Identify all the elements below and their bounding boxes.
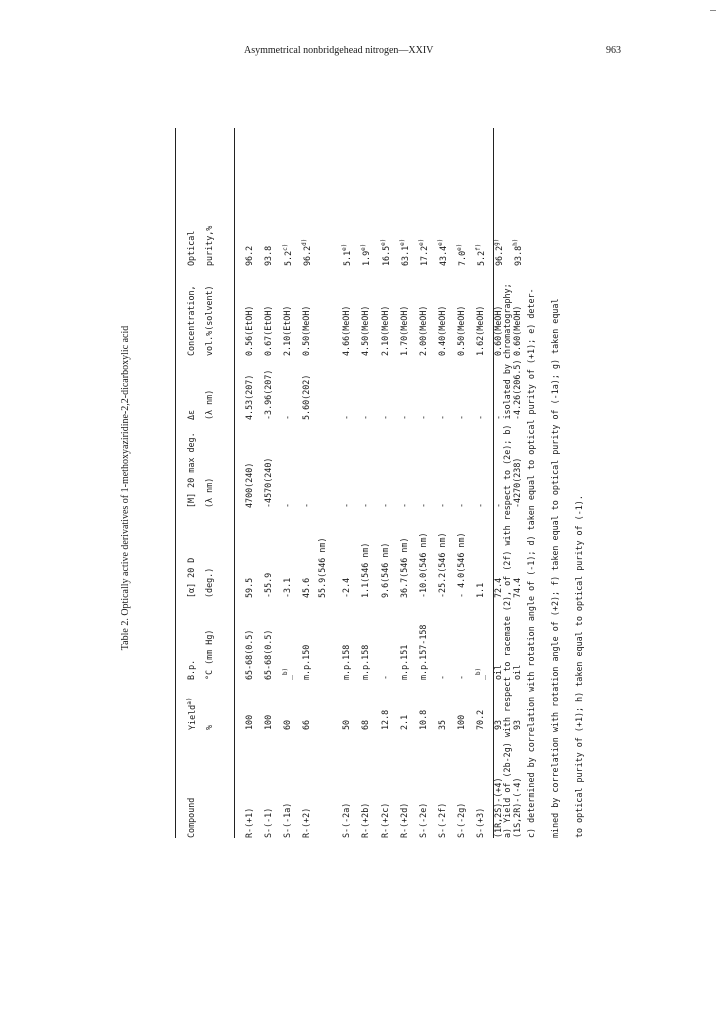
cell-molar-rotation	[342, 503, 350, 508]
cell-yield	[476, 710, 484, 730]
cell-compound	[457, 803, 465, 838]
cell-molar-rotation	[476, 503, 484, 508]
cell-value: 17.2	[418, 245, 429, 266]
cell-molar-rotation	[245, 463, 253, 508]
cell-value: 96.2	[493, 245, 504, 266]
cell-delta-epsilon	[419, 415, 427, 420]
cell-value: 93	[512, 719, 522, 730]
cell-concentration	[264, 306, 272, 356]
cell-value: 65-68(0.5)	[263, 629, 273, 680]
cell-concentration	[283, 306, 291, 356]
cell-optical-purity	[245, 246, 253, 266]
cell-value: -	[380, 414, 390, 420]
cell-value: -	[475, 502, 485, 508]
cell-value: -4.26(206.5)	[512, 359, 522, 420]
cell-value: 65-68(0.5)	[244, 629, 254, 680]
cell-optical-purity	[361, 244, 370, 266]
footnote-mark: e)	[360, 243, 367, 251]
cell-value: 0.67(EtOH)	[263, 305, 273, 356]
cell-value: S-(-2a)	[341, 802, 351, 838]
cell-compound	[361, 803, 369, 838]
cell-bp	[457, 675, 465, 680]
cell-value: -	[475, 414, 485, 420]
cell-compound	[513, 777, 521, 838]
cell-value: - 4.0(546 nm)	[456, 532, 466, 598]
cell-bp	[476, 668, 485, 680]
cell-value: -	[437, 414, 447, 420]
cell-value: S-(-1)	[263, 807, 273, 838]
cell-yield	[381, 710, 389, 730]
cell-bp	[361, 645, 369, 680]
cell-yield	[513, 720, 521, 730]
header-delta-epsilon-unit: (λ nm)	[204, 389, 214, 420]
cell-delta-epsilon	[264, 370, 272, 420]
cell-value: 4.50(MeOH)	[360, 305, 370, 356]
cell-bp	[264, 630, 272, 680]
cell-compound	[342, 803, 350, 838]
cell-compound	[419, 803, 427, 838]
cell-value: 100	[263, 714, 273, 730]
cell-value: oil	[493, 664, 503, 680]
cell-value: 96.2	[244, 245, 254, 266]
cell-concentration	[361, 306, 369, 356]
cell-compound	[381, 803, 389, 838]
header-molar-rotation: [M] 20 max deg.	[186, 432, 196, 508]
cell-value: 12.8	[380, 709, 390, 730]
cell-alpha	[342, 578, 350, 598]
cell-value: 0.60(MeOH)	[493, 305, 503, 356]
cell-value: 10.8	[418, 709, 428, 730]
cell-value: -	[360, 414, 370, 420]
cell-bp	[381, 675, 389, 680]
footnote-mark: e)	[418, 238, 425, 246]
cell-compound	[283, 803, 291, 838]
cell-value: (1R,2S)-(+4)	[493, 777, 503, 838]
cell-value: 9.6(546 nm)	[380, 542, 390, 598]
cell-value: 5.2	[282, 250, 293, 266]
cell-value: 0.60(MeOH)	[512, 305, 522, 356]
cell-yield	[283, 720, 291, 730]
footnote-mark: e)	[341, 243, 348, 251]
cell-value: -4270(238)	[512, 457, 522, 508]
cell-value: 4.66(MeOH)	[341, 305, 351, 356]
cell-bp	[283, 668, 292, 680]
cell-value: 7.0	[456, 250, 467, 266]
cell-value: S-(-2e)	[418, 802, 428, 838]
cell-value: 4.53(207)	[244, 374, 254, 420]
cell-optical-purity	[302, 239, 311, 266]
cell-value: 68	[360, 719, 370, 730]
cell-optical-purity	[400, 239, 409, 266]
footnote-mark: h)	[512, 238, 519, 246]
header-yield-unit: %	[204, 724, 214, 730]
footnote-mark: e)	[456, 243, 463, 251]
cell-molar-rotation	[513, 458, 521, 508]
cell-value: S-(-2g)	[456, 802, 466, 838]
footnote-mark: b)	[282, 667, 289, 675]
cell-concentration	[245, 306, 253, 356]
cell-value: -	[418, 414, 428, 420]
cell-value: 5.1	[341, 250, 352, 266]
cell-value: -	[456, 674, 466, 680]
cell-delta-epsilon	[283, 415, 291, 420]
cell-value: -55.9	[263, 572, 273, 598]
header-concentration-unit: vol.%(solvent)	[204, 285, 214, 356]
cell-bp	[302, 645, 310, 680]
cell-optical-purity	[264, 246, 272, 266]
cell-value: -	[341, 414, 351, 420]
cell-value: 60	[282, 719, 292, 730]
cell-value: -	[456, 414, 466, 420]
cell-concentration	[342, 306, 350, 356]
cell-concentration	[400, 306, 408, 356]
header-bp-unit: °C (mm Hg)	[204, 629, 214, 680]
cell-value: 93.8	[263, 245, 273, 266]
cell-value: 100	[456, 714, 466, 730]
cell-compound	[438, 803, 446, 838]
cell-value: 55.9(546 nm)	[317, 537, 327, 598]
scan-edge-mark	[710, 10, 716, 11]
cell-value: -	[399, 502, 409, 508]
cell-value: 72.4	[493, 577, 503, 598]
cell-value: 5.2	[475, 250, 486, 266]
cell-value: 50	[341, 719, 351, 730]
cell-molar-rotation	[264, 458, 272, 508]
cell-value: -	[301, 502, 311, 508]
table-bottom-rule	[493, 128, 494, 838]
cell-value: 0.56(EtOH)	[244, 305, 254, 356]
footnote-mark: g)	[493, 238, 500, 246]
cell-alpha	[400, 537, 408, 598]
footnote-line: mined by correlation with rotation angle of (+2); f) taken equal to optical purity of (-1a); g) taken equal	[550, 298, 560, 838]
cell-value: -	[493, 414, 503, 420]
cell-delta-epsilon	[476, 415, 484, 420]
cell-value: 0.50(MeOH)	[301, 305, 311, 356]
cell-yield	[419, 710, 427, 730]
cell-value: -3.1	[282, 577, 292, 598]
cell-delta-epsilon	[302, 375, 310, 420]
cell-value: -	[341, 502, 351, 508]
cell-value: -3.96(207)	[263, 369, 273, 420]
cell-value: R-(+1)	[244, 807, 254, 838]
cell-compound	[400, 803, 408, 838]
cell-alpha	[381, 543, 389, 598]
cell-value: 4700(240)	[244, 462, 254, 508]
cell-value: R-(+2d)	[399, 802, 409, 838]
cell-value: -	[493, 502, 503, 508]
cell-value: 1.70(MeOH)	[399, 305, 409, 356]
rotated-table-block	[120, 108, 584, 868]
cell-value: 1.1(546 nm)	[360, 542, 370, 598]
header-alpha-unit: (deg.)	[204, 567, 214, 598]
cell-value: 35	[437, 719, 447, 730]
cell-concentration	[438, 306, 446, 356]
cell-yield	[264, 715, 272, 730]
cell-yield	[245, 715, 253, 730]
footnote-line: to optical purity of (+1); h) taken equal to optical purity of (-1).	[574, 495, 584, 838]
cell-value: (1S,2R)-(-4)	[512, 777, 522, 838]
cell-compound	[245, 808, 253, 838]
cell-alpha	[264, 573, 272, 598]
cell-concentration	[513, 306, 521, 356]
footnote-mark: f)	[475, 243, 482, 251]
cell-value: 93.8	[512, 245, 523, 266]
table-caption: Table 2. Optically active derivatives of 1-methoxyaziridine-2,2-dicarboxylic acid	[120, 325, 131, 651]
cell-value: _	[282, 674, 293, 680]
header-yield-footnote-mark: a)	[186, 697, 193, 705]
cell-value: 100	[244, 714, 254, 730]
cell-value: 0.50(MeOH)	[456, 305, 466, 356]
cell-optical-purity	[513, 239, 522, 266]
cell-value: 2.10(EtOH)	[282, 305, 292, 356]
cell-value: -	[456, 502, 466, 508]
header-yield: Yield$^{a)}$	[186, 697, 197, 730]
footnote-line: a) Yield of (2b-2g) with respect to racemate (2), of (2f) with respect to (2e); b) isolated by chromatography;	[502, 283, 512, 838]
cell-concentration	[457, 306, 465, 356]
cell-concentration	[381, 306, 389, 356]
cell-delta-epsilon	[457, 415, 465, 420]
footnote-mark: e)	[399, 238, 406, 246]
header-optical-purity: Optical	[186, 230, 196, 266]
cell-alpha	[513, 578, 521, 598]
cell-value: m.p.158	[341, 644, 351, 680]
cell-compound	[264, 808, 272, 838]
cell-value: m.p.151	[399, 644, 409, 680]
footnote-mark: c)	[282, 243, 289, 251]
cell-optical-purity	[494, 239, 503, 266]
cell-value: 93	[493, 719, 503, 730]
cell-value: 43.4	[437, 245, 448, 266]
cell-alpha	[457, 532, 465, 598]
running-head: Asymmetrical nonbridgehead nitrogen—XXIV	[244, 45, 434, 56]
header-bp: B.p.	[186, 659, 196, 680]
cell-value: 74.4	[512, 577, 522, 598]
cell-value: R-(+2c)	[380, 802, 390, 838]
cell-delta-epsilon	[381, 415, 389, 420]
cell-value: 66	[301, 719, 311, 730]
cell-molar-rotation	[457, 503, 465, 508]
cell-alpha	[438, 532, 446, 598]
cell-value: m.p.150	[301, 644, 311, 680]
cell-value: -	[380, 502, 390, 508]
header-compound: Compound	[186, 797, 196, 838]
cell-value: R-(+2b)	[360, 802, 370, 838]
cell-yield	[361, 720, 369, 730]
cell-bp	[419, 625, 427, 680]
cell-alpha	[318, 537, 326, 598]
cell-alpha	[283, 578, 291, 598]
cell-value: -25.2(546 nm)	[437, 532, 447, 598]
cell-value: m.p.157-158	[418, 624, 428, 680]
cell-optical-purity	[283, 244, 292, 266]
cell-concentration	[476, 306, 484, 356]
cell-value: 59.5	[244, 577, 254, 598]
cell-bp	[438, 675, 446, 680]
cell-compound	[302, 808, 310, 838]
cell-molar-rotation	[400, 503, 408, 508]
header-optical-purity-unit: purity,%	[204, 225, 214, 266]
cell-alpha	[302, 578, 310, 598]
cell-alpha	[476, 583, 484, 598]
header-alpha: [α] 20 D	[186, 557, 196, 598]
cell-alpha	[361, 543, 369, 598]
cell-optical-purity	[419, 239, 428, 266]
cell-value: m.p.158	[360, 644, 370, 680]
footnote-line: c) determined by correlation with rotation angle of (-1); d) taken equal to optical purity of (+1); e) deter-	[526, 288, 536, 838]
cell-value: 45.6	[301, 577, 311, 598]
cell-value: S-(-2f)	[437, 802, 447, 838]
cell-value: -	[437, 502, 447, 508]
cell-value: 36.7(546 nm)	[399, 537, 409, 598]
cell-yield	[400, 715, 408, 730]
header-delta-epsilon: Δε	[186, 409, 196, 420]
table-header-rule	[234, 128, 235, 838]
cell-value: R-(+2)	[301, 807, 311, 838]
header-molar-rotation-unit: (λ nm)	[204, 477, 214, 508]
cell-yield	[302, 720, 310, 730]
cell-value: 63.1	[399, 245, 410, 266]
footnote-mark: e)	[380, 238, 387, 246]
cell-optical-purity	[342, 244, 351, 266]
cell-delta-epsilon	[361, 415, 369, 420]
cell-value: _	[475, 674, 486, 680]
cell-concentration	[419, 306, 427, 356]
cell-optical-purity	[476, 244, 485, 266]
cell-value: 2.1	[399, 714, 409, 730]
cell-value: 1.1	[475, 582, 485, 598]
cell-value: -	[360, 502, 370, 508]
cell-value: -4570(240)	[263, 457, 273, 508]
cell-value: 5.60(202)	[301, 374, 311, 420]
cell-value: 96.2	[301, 245, 312, 266]
cell-delta-epsilon	[513, 359, 521, 420]
cell-molar-rotation	[419, 503, 427, 508]
cell-value: 0.40(MeOH)	[437, 305, 447, 356]
cell-value: 16.5	[380, 245, 391, 266]
cell-value: -	[418, 502, 428, 508]
cell-value: -10.0(546 nm)	[418, 532, 428, 598]
footnote-mark: b)	[475, 667, 482, 675]
footnote-mark: d)	[301, 238, 308, 246]
cell-yield	[438, 720, 446, 730]
cell-yield	[342, 720, 350, 730]
cell-value: 70.2	[475, 709, 485, 730]
cell-value: 1.62(MeOH)	[475, 305, 485, 356]
cell-compound	[476, 808, 484, 838]
cell-molar-rotation	[283, 503, 291, 508]
cell-value: 1.9	[360, 250, 371, 266]
table-top-rule	[175, 128, 176, 838]
cell-delta-epsilon	[245, 375, 253, 420]
header-concentration: Concentration,	[186, 285, 196, 356]
cell-value: oil	[512, 664, 522, 680]
cell-value: S-(+3)	[475, 807, 485, 838]
cell-molar-rotation	[438, 503, 446, 508]
cell-value: 2.10(MeOH)	[380, 305, 390, 356]
cell-value: -	[380, 674, 390, 680]
cell-value: -	[437, 674, 447, 680]
cell-bp	[513, 665, 521, 680]
cell-delta-epsilon	[400, 415, 408, 420]
cell-bp	[245, 630, 253, 680]
cell-optical-purity	[457, 244, 466, 266]
cell-optical-purity	[381, 239, 390, 266]
cell-value: 2.00(MeOH)	[418, 305, 428, 356]
cell-concentration	[302, 306, 310, 356]
cell-value: -	[399, 414, 409, 420]
cell-value: S-(-1a)	[282, 802, 292, 838]
cell-molar-rotation	[361, 503, 369, 508]
cell-value: -	[282, 502, 292, 508]
cell-optical-purity	[438, 239, 447, 266]
cell-molar-rotation	[381, 503, 389, 508]
page-number: 963	[606, 45, 621, 56]
cell-delta-epsilon	[438, 415, 446, 420]
cell-value: -2.4	[341, 577, 351, 598]
cell-molar-rotation	[302, 503, 310, 508]
cell-delta-epsilon	[342, 415, 350, 420]
footnote-mark: e)	[437, 238, 444, 246]
cell-yield	[457, 715, 465, 730]
cell-alpha	[245, 578, 253, 598]
cell-value: -	[282, 414, 292, 420]
cell-bp	[342, 645, 350, 680]
cell-bp	[400, 645, 408, 680]
cell-alpha	[419, 532, 427, 598]
